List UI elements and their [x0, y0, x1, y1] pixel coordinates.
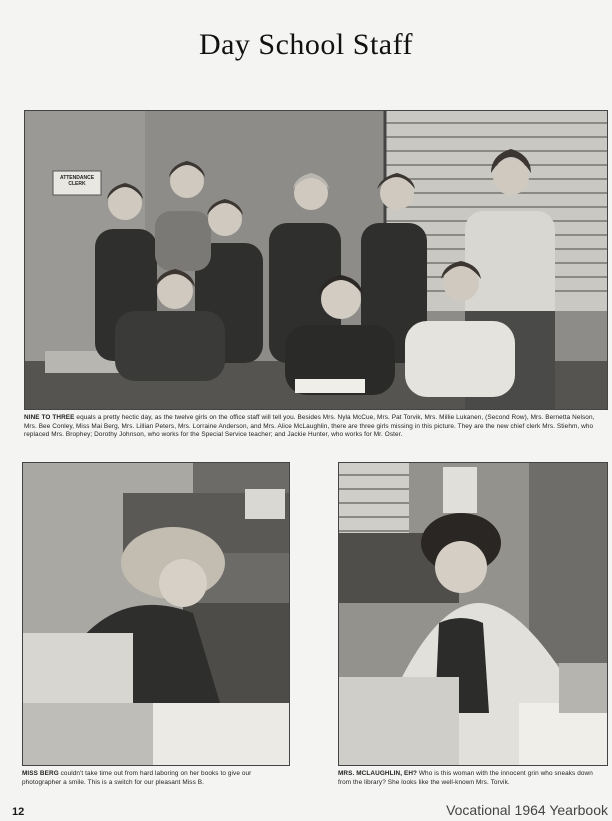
attendance-clerk-sign: ATTENDANCE CLERK — [59, 175, 95, 187]
mrs-mclaughlin-caption-lead: MRS. MCLAUGHLIN, EH? — [338, 770, 418, 777]
top-caption-text: equals a pretty hectic day, as the twelve girls on the office staff will tell you. Besides Mrs. Nyla McCue, Mrs. Pat Torvik, Mrs. Millie Lukanen, (Second Row), Mrs. Bernetta Nelson, Mrs. Bee Conley, Miss Mai Berg, Mrs. Lillian Peters, Mrs. Lorraine Anderson, and Mrs. Alice McLaughlin, there are three girls missing in this picture. They are the new chief clerk Mrs. Stiehm, who replaced Mrs. Brophey; Dorothy Johnson, who works for the Special Service teacher; and Jackie Hunter, who works for Mr. Oster. — [24, 414, 595, 439]
page-title: Day School Staff — [198, 28, 414, 61]
miss-berg-photo — [22, 462, 290, 766]
mrs-mclaughlin-caption — [338, 770, 606, 787]
page-number: 12 — [12, 806, 25, 818]
group-photo — [24, 110, 608, 410]
miss-berg-caption-text: couldn't take time out from hard laboring on her books to give our photographer a smile. This is a switch for our pleasant Miss B. — [22, 770, 252, 786]
miss-berg-caption-lead: MISS BERG — [22, 770, 59, 777]
mrs-mclaughlin-photo — [338, 462, 608, 766]
mrs-mclaughlin-caption-text: Who is this woman with the innocent grin who sneaks down from the library? She looks like the well-known Mrs. Torvik. — [338, 770, 593, 786]
top-caption-lead: NINE TO THREE — [24, 414, 75, 421]
top-photo-caption — [24, 414, 606, 440]
yearbook-label: Vocational 1964 Yearbook — [446, 802, 608, 818]
miss-berg-caption — [22, 770, 290, 787]
